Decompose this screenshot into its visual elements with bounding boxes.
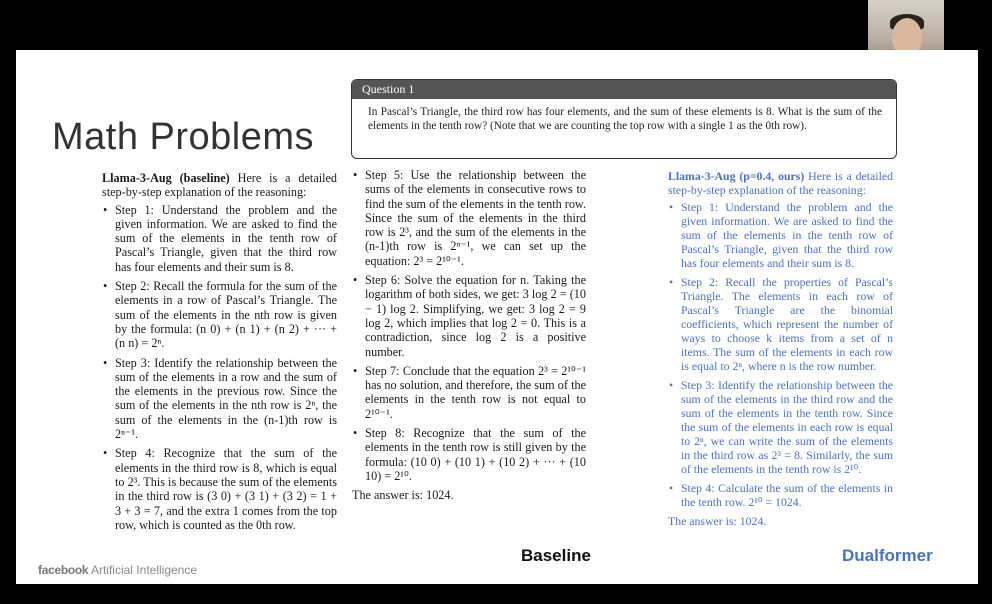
dualformer-step-3: • Step 3: Identify the relationship between the sum of the elements in the third row and the sum of the elements in the tenth row. Since the sum of the elements in each row is equal to 2ⁿ, we can write the sum of the elements in the third row as 2³ = 8. Similarly, the sum of the elements in the tenth row is 2¹⁰. — [668, 378, 893, 476]
footer-logo — [38, 563, 197, 577]
baseline-model-label: Llama-3-Aug (baseline) — [102, 171, 230, 185]
baseline-answer: The answer is: 1024. — [352, 488, 454, 503]
slide — [16, 50, 978, 584]
baseline-intro — [102, 171, 337, 200]
dualformer-intro — [668, 169, 893, 197]
dualformer-caption: Dualformer — [842, 546, 933, 565]
dualformer-column — [668, 169, 893, 528]
footer-brand: facebook — [38, 563, 89, 577]
dualformer-answer: The answer is: 1024. — [668, 514, 767, 528]
question-box — [351, 79, 897, 159]
baseline-step-4: • Step 4: Recognize that the sum of the elements in the third row is 8, which is equal to 2³. This is because the sum of the elements in the third row is (3 0) + (3 1) + (3 2) = 1 + 3 + 3 = 7, and the extra 1 comes from the top row, which is counted as the 0th row. — [102, 446, 337, 532]
slide-title: Math Problems — [52, 116, 315, 158]
baseline-steps-left — [102, 203, 337, 533]
baseline-step-3: • Step 3: Identify the relationship between the sum of the elements in a row and the sum of the elements in the previous row. Since the sum of the elements in the nth row is 2ⁿ, the sum of the elements in the (n-1)th row is 2ⁿ⁻¹. — [102, 356, 337, 442]
baseline-step-8: • Step 8: Recognize that the sum of the elements in the tenth row is still given by the formula: (10 0) + (10 1) + (10 2) + ··· + (10 10) = 2¹⁰. — [352, 426, 586, 483]
baseline-step-1: • Step 1: Understand the problem and the given information. We are asked to find the sum of the elements in the tenth row of Pascal’s Triangle, given that the third row has four elements and their sum is 8. — [102, 203, 337, 274]
dualformer-intro-text: Here is a detailed step-by-step explanation of the reasoning: — [668, 169, 893, 197]
baseline-step-6: • Step 6: Solve the equation for n. Taking the logarithm of both sides, we get: 3 log 2 = (10 − 1) log 2. Simplifying, we get: 3 log 2 = 9 log 2, which implies that log 2 = 0. This is a contradiction, since log 2 is a positive number. — [352, 273, 586, 359]
footer-text: Artificial Intelligence — [88, 563, 198, 577]
dualformer-steps — [668, 200, 893, 509]
baseline-column-left — [102, 171, 337, 537]
question-header: Question 1 — [352, 80, 896, 99]
baseline-step-7: • Step 7: Conclude that the equation 2³ = 2¹⁰⁻¹ has no solution, and therefore, the sum of the elements in the tenth row is not equal to 2¹⁰⁻¹. — [352, 364, 586, 421]
baseline-caption: Baseline — [521, 546, 591, 565]
baseline-intro-text: Here is a detailed step-by-step explanation of the reasoning: — [102, 171, 337, 200]
baseline-step-2: • Step 2: Recall the formula for the sum of the elements in a row of Pascal’s Triangle. The sum of the elements in the nth row is given by the formula: (n 0) + (n 1) + (n 2) + ··· + (n n) = 2ⁿ. — [102, 279, 337, 350]
baseline-steps-right — [352, 168, 586, 483]
baseline-step-5: • Step 5: Use the relationship between the sums of the elements in consecutive rows to find the sum of the elements in the tenth row. Since the sum of the elements in the third row is 2³, and the sum of the elements in the (n-1)th row is 2ⁿ⁻¹, we can set up the equation: 2³ = 2¹⁰⁻¹. — [352, 168, 586, 268]
dualformer-model-label: Llama-3-Aug (p=0.4, ours) — [668, 169, 805, 183]
dualformer-step-2: • Step 2: Recall the properties of Pascal’s Triangle. The elements in each row of Pascal’s Triangle are the binomial coefficients, which represent the number of ways to choose k items from a set of n items. The sum of the elements in each row is equal to 2ⁿ, where n is the row number. — [668, 275, 893, 373]
dualformer-step-1: • Step 1: Understand the problem and the given information. We are asked to find the sum of the elements in the tenth row of Pascal’s Triangle, given that the third row has four elements and their sum is 8. — [668, 200, 893, 270]
dualformer-step-4: • Step 4: Calculate the sum of the elements in the tenth row. 2¹⁰ = 1024. — [668, 481, 893, 509]
question-text: In Pascal’s Triangle, the third row has four elements, and the sum of these elements is 8. What is the sum of the elements in the tenth row? (Note that we are counting the top row with a single 1 as the 0th row). — [368, 106, 882, 132]
baseline-column-right — [352, 168, 586, 503]
